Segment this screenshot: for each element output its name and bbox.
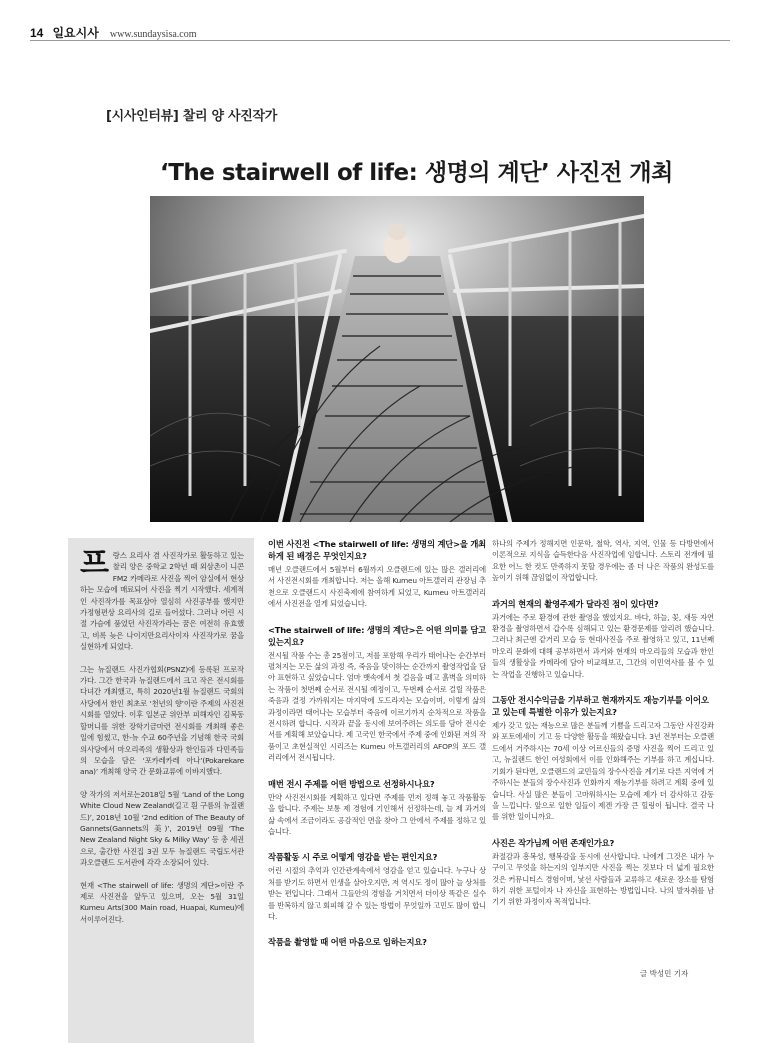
article-column-3 <box>492 538 714 922</box>
interview-answer: 어린 시절의 추억과 인간관계속에서 영감을 얻고 있습니다. 누구나 상처를 받기도 하면서 인생을 살아오지만, 저 역시도 정이 많아 늘 상처를 받는 편입니다. 그래서 그들안의 경험을 거치면서 더이상 똑같은 실수를 반복하지 않고 회피해 갈 수 있는 방법이 무엇일까 고민도 많이 합니다. <box>268 866 486 921</box>
dropcap: 프 <box>80 546 109 581</box>
stairwell-photo <box>150 196 644 522</box>
publication-url: www.sundaysisa.com <box>109 29 197 40</box>
interview-question: <The stairwell of life: 생명의 계단>은 어떤 의미를 담고 있는지요? <box>268 624 486 647</box>
article-headline: ‘The stairwell of life: 생명의 계단’ 사진전 개최 <box>160 160 673 186</box>
page-number: 14 <box>30 26 44 40</box>
header-rule <box>30 40 730 41</box>
interview-question: 매번 전시 주제를 어떤 방법으로 선정하시나요? <box>268 778 435 789</box>
sidebar-paragraph: 그는 뉴질랜드 사진가협회(PSNZ)에 등록된 프로작가다. 그간 한국과 뉴질랜드에서 크고 작은 전시회를 다녀간 개최했고, 특히 2020년1월 뉴질랜드 국회의사당에서 한인 최초로 ‘천년의 향’이란 주제의 사진전시회를 열었다. 이후 일본군 위안부 피해자인 김복동 할머니를 위한 장학기금마련 전시회를 개최해 좋은 일에 힘썼고, 한-뉴 수교 60주년을 기념해 한국 국회의사당에서 마오리족의 생활상과 한인들과 다민족들의 모습을 담은 ‘포카레카레 아나’(Pokarekare ana)’ 개최해 양국 간 문화교류에 이바지했다. <box>80 664 244 777</box>
sidebar-paragraph: 현재 <The stairwell of life: 생명의 계단>이란 주제로 사진전을 앞두고 있으며, 오는 5월 31일 Kumeu Arts(300 Main road, Huapai, Kumeu)에서이루어진다. <box>80 880 244 924</box>
interview-answer: 만약 사진전시회를 계획하고 있다면 주제를 먼저 정해 놓고 작품활동을 합니다. 주제는 보통 제 경험에 기인해서 선정하는데, 늘 제 과거의 삶 속에서 조금이라도 공감적인 면을 찾아 그 안에서 주제를 정하고 있습니다. <box>268 792 486 836</box>
interview-question: 작품을 촬영할 때 어떤 마음으로 임하는지요? <box>268 937 427 948</box>
interview-question: 사진은 작가님께 어떤 존재인가요? <box>492 837 615 848</box>
publication-name: 일요시사 <box>52 26 99 40</box>
interview-answer: 제가 갖고 있는 재능으로 많은 분들께 기쁨을 드리고자 그동안 사진강좌와 포토에세이 기고 등 다양한 활동을 해왔습니다. 3년 전부터는 오클랜드에서 거주하시는 70세 이상 어르신들의 증명 사진을 찍어 드리고 있고, 뉴질랜드 한인 여성회에서 이를 인화해주는 기부를 하고 계십니다. 기회가 된다면, 오클랜드의 교민들의 장수사진을 계기로 다른 지역에 거주하시는 분들의 장수사진과 인화까지 재능기부를 하려고 계획 중에 있습니다. 사실 많은 분들이 고마워하시는 모습에 제가 더 감사하고 감동을 느낍니다. 앞으로 일한 일들이 제겐 가장 큰 힐링이 됩니다. 결국 나를 위한 일이니까요. <box>492 721 714 822</box>
interview-question: 과거의 현재의 촬영주제가 달라진 점이 있다면? <box>492 598 659 609</box>
interview-answer: 좌절감과 흥복성, 행복감을 동시에 선사합니다. 나에게 그것은 내가 누구이고 무엇을 하는지의 일부지만 사진을 찍는 것보다 더 넓게 필요한 것은 커뮤니티스 경험이며, 낯선 사람들과 교류하고 새로운 장소를 탐험하기 위한 포털이자 나 자신을 표현하는 방법입니다. 나의 발자취를 남기기 위한 과정이자 목적입니다. <box>492 851 714 907</box>
interview-question: 작품활동 시 주로 어떻게 영감을 받는 편인지요? <box>268 852 438 863</box>
article-column-2 <box>268 538 486 950</box>
byline: 글 박성민 기자 <box>640 969 689 978</box>
interview-question: 이번 사진전 <The stairwell of life: 생명의 계단>을 개최하게 된 배경은 무엇인지요? <box>268 539 486 561</box>
interview-answer: 과거에는 주로 환경에 관한 촬영을 했었지요. 바다, 하늘, 꽃, 새등 자연환경을 촬영하면서 갑수록 심해되고 있는 환경문제를 알리려 했습니다. 그러나 최근엔 같거리 모습 등 현대사진을 주로 촬영하고 있고, 11년째 마오리 문화에 대해 공부하면서 과거와 현재의 마오리들의 모습과 한인들의 생활상을 카메라에 담아 비교해보고, 그간의 이민역사를 볼 수 있는 작업을 진행하고 있습니다. <box>492 612 714 679</box>
article-kicker: [시사인터뷰] 찰리 양 사진작가 <box>106 109 278 124</box>
interview-answer: 매년 오클랜드에서 5월부터 6월까지 오클랜드에 있는 많은 갤러리에서 사진전시회를 개최합니다. 저는 올해 Kumeu 아트갤러리 관장님 추천으로 오클랜드시 사진축제에 참여하게 되었고, Kumeu 아트갤러리에서 사진전을 열게 되었습니다. <box>268 565 486 609</box>
sidebar-paragraph: 프랑스 요리사 겸 사진작가로 활동하고 있는 찰리 양은 중학교 2학년 때 외삼촌이 니콘 FM2 카메라로 사진을 찍어 암실에서 현상하는 모습에 매료되어 사진을 찍기 시작했다. 세계적인 사진작가를 목표삼아 열심히 사진공부를 했지만 가정형편상 요리사의 길로 들어섰다. 그러나 어린 시절 가슴에 품었던 사진작가라는 꿈은 여전히 유효했고, 비록 늦은 나이지만요리사이자 사진작가로 꿈을 실현하게 되었다. <box>80 546 244 652</box>
interview-question: 그동안 전시수익금을 기부하고 현재까지도 재능기부를 이어오고 있는데 특별한 이유가 있는지요? <box>492 695 709 718</box>
article-sidebar <box>68 538 254 1043</box>
sidebar-paragraph: 양 작가의 저서로는2018일 5월 ‘Land of the Long White Cloud New Zealand(길고 흰 구름의 뉴질랜드)’, 2018년 10월 ‘2nd edition of The Beauty of Gannets(Gannets의 美)’, 2019년 09월 ‘The New Zealand Night Sky & Milky Way’ 등 총 세권으로, 출간한 사진집 3권 모두 뉴질랜드 국립도서관과오클랜드 도서관에 각각 소장되어 있다. <box>80 789 244 868</box>
interview-answer: 하나의 주제가 정해지면 인문학, 철학, 역사, 지역, 인물 등 다방면에서 이론적으로 지식을 습득한다음 사진작업에 임합니다. 스토리 전개에 필요한 어느 한 컷도 만족하지 못할 경우에는 좀 더 나은 작품의 완성도를 높이기 위해 끊임없이 작업합니다. <box>492 539 714 583</box>
interview-answer: 전시될 작품 수는 총 25점이고, 저를 포함해 우리가 태어나는 순간부터 펼쳐지는 모든 삶의 과정 즉, 죽음을 맞이하는 순간까지 촬영작업을 담아 표현하고 싶었습니다. 엄마 뱃속에서 첫 걸음을 떼고 흙벽을 의미하는 작품이 첫번째 순서로 전시될 예정이고, 두번째 순서로 걸릴 작품은 죽음과 결정 가까워지는 마지막에 도드라지는 모습이며, 이렇게 삶의 과정이라면 태어나는 모습부터 죽음에 이르기까지 순차적으로 작품을 전시하려 합니다. 시작과 끝을 동시에 보여주려는 의도를 담아 전시순서를 계획해 보았습니다. 제 고국인 한국에서 주제 중에 인화된 저의 작품이고 초현실적인 시리즈는 Kumeu 아트갤러리의 AFOP의 포드 갤러리에서 전시됩니다. <box>268 650 486 763</box>
stairwell-photo-illustration <box>150 196 644 522</box>
